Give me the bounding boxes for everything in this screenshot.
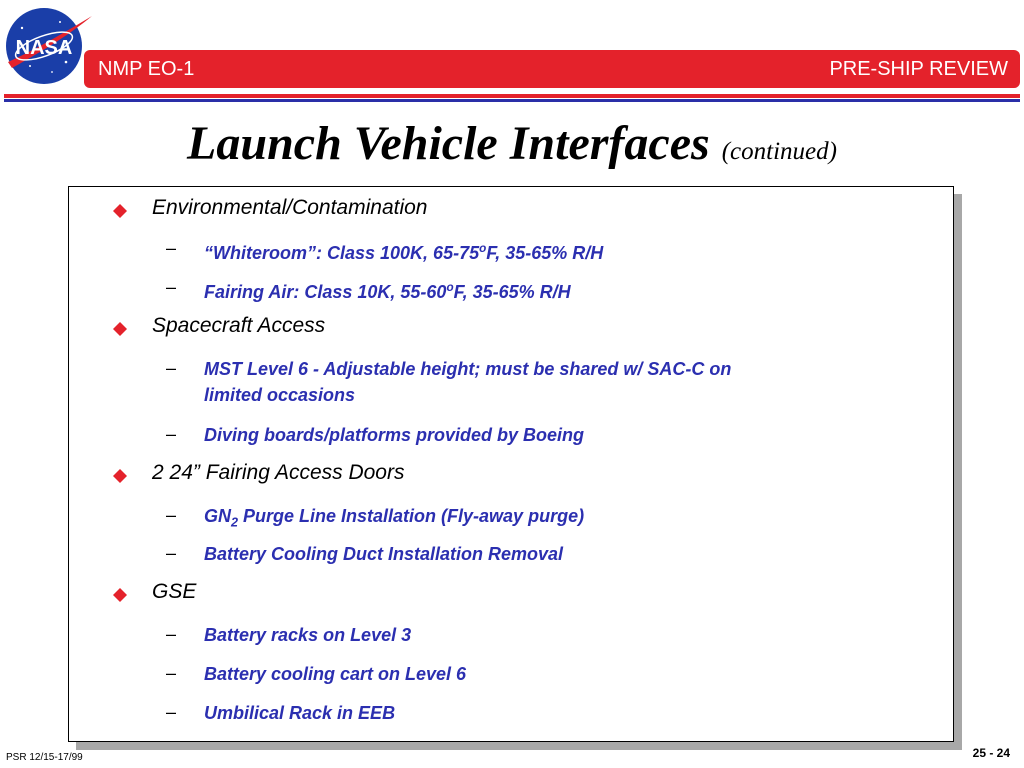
page-number: 25 - 24 xyxy=(972,746,1010,760)
dash-marker: – xyxy=(166,277,177,297)
footer-date: PSR 12/15-17/99 xyxy=(6,752,83,763)
header-project-label: NMP EO-1 xyxy=(98,58,195,80)
diamond-bullet-icon xyxy=(113,322,127,336)
diamond-bullet-icon xyxy=(113,588,127,602)
list-item: Battery racks on Level 3 xyxy=(204,625,412,645)
slide-title xyxy=(0,116,1024,180)
nasa-logo-icon xyxy=(0,0,96,92)
dash-marker: – xyxy=(166,543,177,563)
list-item: Battery Cooling Duct Installation Removal xyxy=(204,544,564,564)
header-rule-blue xyxy=(4,99,1020,102)
slide-title-main: Launch Vehicle Interfaces xyxy=(187,117,710,170)
list-item: MST Level 6 - Adjustable height; must be shared w/ SAC-C on limited occasions xyxy=(204,359,732,405)
dash-marker: – xyxy=(166,505,177,525)
list-item: Umbilical Rack in EEB xyxy=(204,703,396,723)
dash-marker: – xyxy=(166,358,177,378)
diamond-bullet-icon xyxy=(113,204,127,218)
list-item: Diving boards/platforms provided by Boeing xyxy=(204,425,585,445)
header-review-label: PRE-SHIP REVIEW xyxy=(829,58,1008,80)
logo-text: NASA xyxy=(15,37,73,59)
dash-marker: – xyxy=(166,663,177,683)
dash-marker: – xyxy=(166,238,177,258)
section-heading: Spacecraft Access xyxy=(152,314,326,337)
dash-marker: – xyxy=(166,702,177,722)
dash-marker: – xyxy=(166,624,177,644)
section-heading: 2 24” Fairing Access Doors xyxy=(152,461,405,484)
slide-title-sub: (continued) xyxy=(721,138,837,165)
diamond-bullet-icon xyxy=(113,469,127,483)
dash-marker: – xyxy=(166,424,177,444)
section-heading: GSE xyxy=(152,580,197,603)
list-item: $GN_2$ Purge Line Installation (Fly-away purge) xyxy=(204,506,585,530)
header-bar xyxy=(84,50,1020,88)
list-item: Battery cooling cart on Level 6 xyxy=(204,664,467,684)
list-item: Fairing Air: Class 10K, 55-60$^o$F, 35-65% R/H xyxy=(204,281,571,302)
list-item: “Whiteroom”: Class 100K, 65-75$^o$F, 35-65% R/H xyxy=(204,242,604,263)
section-heading: Environmental/Contamination xyxy=(152,196,428,219)
header-rule-red xyxy=(4,94,1020,98)
